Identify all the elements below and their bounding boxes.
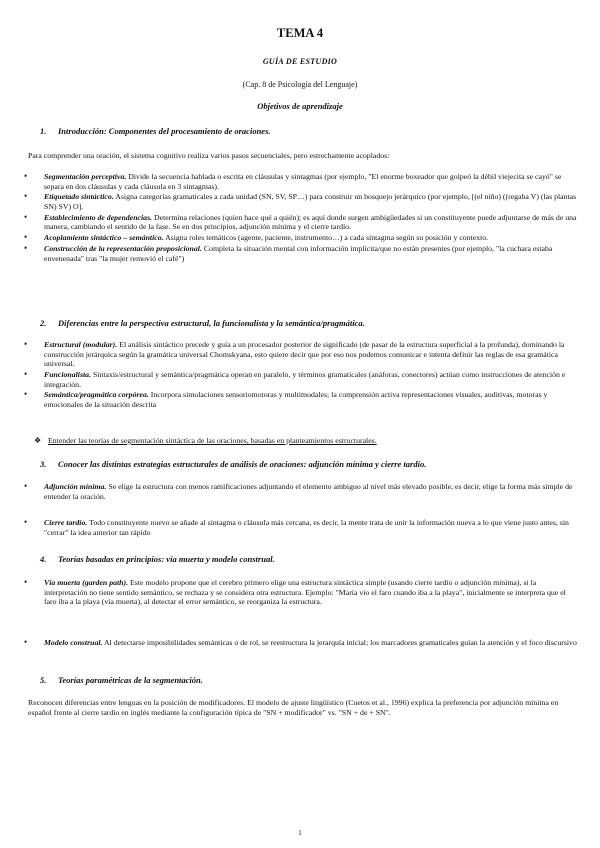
source-reference: (Cap. 8 de Psicología del Lenguaje) (242, 80, 358, 89)
study-note-text: Entender las teorías de segmentación sintáctica de las oraciones, basadas en planteamientos estructurales. (48, 436, 377, 445)
study-note (34, 436, 574, 445)
section-3-item-1 (22, 482, 578, 502)
list-item: • Etiquetado sintáctico. Asigna categorías gramaticales a cada unidad (SN, SV, SP…) para construir un bosquejo jerárquico (por ejemplo, [(el niño) ((regaba V) (las plantas SN) SV) O]. (22, 192, 578, 211)
section-2-list (22, 340, 578, 411)
page-number: 1 (298, 829, 302, 837)
section-1-heading (40, 126, 580, 136)
section-5-text: Reconocen diferencias entre lenguas en la posición de modificadores. El modelo de ajuste lingüístico (Cuetos et al., 1996) explica la preferencia por adjunción mínima en español frente al cierre tardío en inglés mediante la configuración típica de "SN + modificador" vs. "SN + de + SN". (28, 698, 559, 718)
list-item: • Semántica/pragmática corpórea. Incorpora simulaciones sensoriomotoras y multimodales; la comprensión activa representaciones visuales, auditivas, motoras y emocionales de la situación descrita (22, 390, 578, 409)
section-3-number: 3. (40, 459, 47, 469)
section-3-heading (40, 459, 580, 469)
list-item: • Segmentación perceptiva. Divide la secuencia hablada o escrita en cláusulas y sintagmas (por ejemplo, "El enorme boxeador que golpeó la débil viejecita se cayó" se separa en dos cláusulas y cada cláusula en 3 sintagmas). (22, 172, 578, 191)
document-subtitle: GUÍA DE ESTUDIO (262, 57, 338, 66)
section-4-number: 4. (40, 554, 47, 564)
section-2-title: Diferencias entre la perspectiva estructural, la funcionalista y la semántica/pragmática. (58, 318, 365, 328)
section-4-title: Teorías basadas en principios: vía muerta y modelo construal. (58, 554, 275, 564)
list-item: • Construcción de la representación proposicional. Completa la situación mental con información implícita/que no están presentes (por ejemplo, "la cuchara estaba envenenada" tras "la mujer removió el café") (22, 244, 578, 263)
list-item: • Vía muerta (garden path). Este modelo propone que el cerebro primero elige una estructura sintáctica simple (usando cierre tardío o adjunción mínima), si la interpretación no tiene sentido semántico, se rechaza y se considera otra estructura. Ejemplo: "María vio el faro cuando iba a la playa", inicialmente se interpreta que el faro iba a la playa (vía muerta), al detectar el error semántico, se reorganiza la estructura. (22, 578, 578, 607)
section-5-title: Teorías paramétricas de la segmentación. (58, 675, 203, 685)
section-2-number: 2. (40, 318, 47, 328)
section-1-intro: Para comprender una oración, el sistema cognitivo realiza varios pasos secuenciales, pero estrechamente acoplados: (28, 151, 390, 160)
list-item: • Modelo construal. Al detectarse imposibilidades semánticas o de rol, se reestructura la jerarquía inicial; los marcadores gramaticales guían la atención y el foco discursivo (22, 638, 578, 648)
section-4-heading (40, 554, 580, 564)
section-1-number: 1. (40, 126, 47, 136)
document-title: TEMA 4 (276, 26, 324, 40)
section-2-heading (40, 318, 580, 328)
section-1-list (22, 172, 578, 264)
section-1-title: Introducción: Componentes del procesamiento de oraciones. (58, 126, 271, 136)
section-4-item-1 (22, 578, 578, 608)
list-item: • Establecimiento de dependencias. Determina relaciones (quien hace qué a quién); es aquí donde surgen ambigüedades si un constituyente puede adjuntarse de más de una manera, cambiando el sentido de la fase. Se en dos principios, adjunción mínima y el cierre tardío. (22, 213, 578, 232)
list-item: • Estructural (modular). El análisis sintáctico precede y guía a un procesador posterior de significado (de pasar de la estructura superficial a la profunda), dominando la construcción jerárquica según la gramática universal Chomskyana, esto quiere decir que por eso nos podemos comunicar e intenta definir las reglas de esa gramática universal. (22, 340, 578, 369)
diamond-bullet-icon: ❖ (34, 436, 42, 445)
list-item: • Acoplamiento sintáctico – semántico. Asigna roles temáticos (agente, paciente, instrumento…) a cada sintagma según su posición y contexto. (22, 233, 578, 243)
section-5-number: 5. (40, 675, 47, 685)
list-item: • Cierre tardío. Todo constituyente nuevo se añade al sintagma o cláusula más cercana, es decir, la mente trata de unir la información nueva a lo que viene justo antes, sin "cerrar" la idea anterior tan rápido (22, 518, 578, 537)
section-3-item-2 (22, 518, 578, 538)
section-4-item-2 (22, 638, 578, 649)
list-item: • Adjunción mínima. Se elige la estructura con menos ramificaciones adjuntando el elemento ambiguo al nivel más elevado posible, es decir, elige la forma más simple de entender la oración. (22, 482, 578, 501)
list-item: • Funcionalista. Sintaxis/estructural y semántica/pragmática operan en paralelo, y términos gramaticales (anáforas, conectores) actúan como instrucciones de atención e integración. (22, 370, 578, 389)
objectives-heading: Objetivos de aprendizaje (257, 101, 343, 111)
section-3-title: Conocer las distintas estrategias estructurales de análisis de oraciones: adjunción mínima y cierre tardío. (58, 459, 427, 469)
section-5-heading (40, 675, 580, 685)
